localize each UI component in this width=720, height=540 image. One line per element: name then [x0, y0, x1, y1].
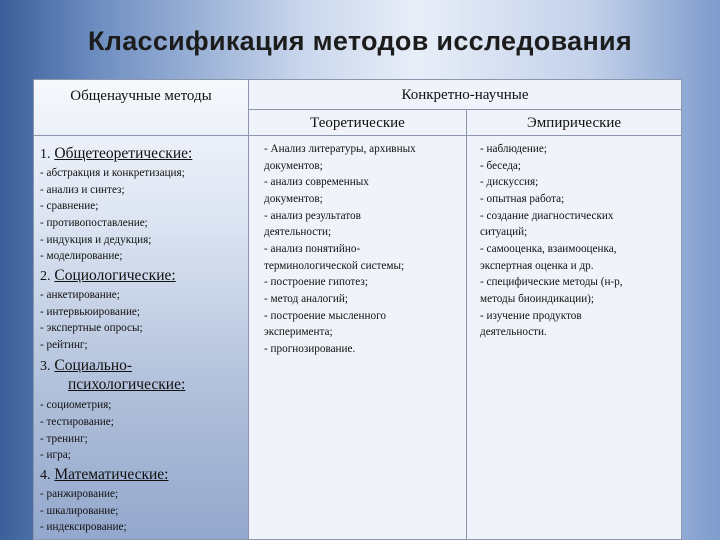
section-title: Общетеоретические:	[54, 145, 193, 162]
general-methods-header: Общенаучные методы	[70, 88, 212, 104]
header-divider	[249, 109, 681, 110]
theoretical-line: - прогнозирование.	[264, 343, 356, 355]
empirical-line: - наблюдение;	[480, 143, 547, 155]
section-number: 2.	[40, 269, 51, 284]
slide-title: Классификация методов исследования	[87, 26, 633, 56]
list-item: - индексирование;	[40, 521, 127, 533]
empirical-line: экспертная оценка и др.	[480, 260, 594, 272]
list-item: - моделирование;	[40, 250, 123, 262]
theoretical-line: - построение гипотез;	[264, 276, 368, 288]
list-item: - анализ и синтез;	[40, 184, 125, 196]
list-item: - противопоставление;	[40, 217, 148, 229]
empirical-line: - создание диагностических	[480, 210, 614, 222]
list-item: - интервьюирование;	[40, 306, 141, 318]
empirical-line: - специфические методы (н-р,	[480, 276, 623, 288]
list-item: - абстракция и конкретизация;	[40, 167, 185, 179]
section-number: 1.	[40, 147, 51, 162]
theoretical-line: - Анализ литературы, архивных	[264, 143, 416, 155]
section-title: Социально-	[54, 357, 133, 374]
list-item: - тренинг;	[40, 433, 88, 445]
list-item: - индукция и дедукция;	[40, 234, 152, 246]
section-heading	[40, 465, 169, 485]
theoretical-line: эксперимента;	[264, 326, 333, 338]
list-item: - анкетирование;	[40, 289, 120, 301]
section-title: Социологические:	[54, 267, 176, 284]
section-title: психологические:	[68, 376, 186, 393]
empirical-header: Эмпирические	[526, 115, 622, 131]
list-item: - сравнение;	[40, 200, 99, 212]
theoretical-line: - метод аналогий;	[264, 293, 348, 305]
empirical-line: - дискуссия;	[480, 176, 539, 188]
empirical-line: деятельности.	[480, 326, 547, 338]
theoretical-line: - построение мысленного	[264, 310, 386, 322]
section-heading	[40, 266, 176, 286]
list-item: - тестирование;	[40, 416, 114, 428]
empirical-line: - самооценка, взаимооценка,	[480, 243, 617, 255]
empirical-line: - беседа;	[480, 160, 521, 172]
theoretical-line: документов;	[264, 193, 323, 205]
list-item: - экспертные опросы;	[40, 322, 143, 334]
empirical-line: - опытная работа;	[480, 193, 565, 205]
theoretical-line: терминологической системы;	[264, 260, 405, 272]
specific-methods-header: Конкретно-научные	[401, 87, 529, 103]
list-item: - игра;	[40, 449, 71, 461]
empirical-line: методы биоиндикации);	[480, 293, 595, 305]
list-item: - рейтинг;	[40, 339, 88, 351]
header-bottom-divider	[34, 135, 681, 136]
list-item: - социометрия;	[40, 399, 112, 411]
section-title: Математические:	[54, 466, 169, 483]
empirical-line: - изучение продуктов	[480, 310, 582, 322]
theoretical-line: документов;	[264, 160, 323, 172]
theoretical-line: - анализ современных	[264, 176, 369, 188]
column-divider	[466, 109, 467, 539]
methods-table	[33, 79, 682, 540]
theoretical-line: - анализ результатов	[264, 210, 361, 222]
section-heading	[40, 144, 192, 164]
empirical-line: ситуаций;	[480, 226, 528, 238]
section-number: 3.	[40, 359, 51, 374]
theoretical-line: - анализ понятийно-	[264, 243, 361, 255]
list-item: - ранжирование;	[40, 488, 119, 500]
section-number: 4.	[40, 468, 51, 483]
theoretical-line: деятельности;	[264, 226, 332, 238]
theoretical-header: Теоретические	[310, 115, 405, 131]
section-heading	[40, 356, 132, 376]
list-item: - шкалирование;	[40, 505, 119, 517]
section-title-continued	[68, 375, 185, 394]
